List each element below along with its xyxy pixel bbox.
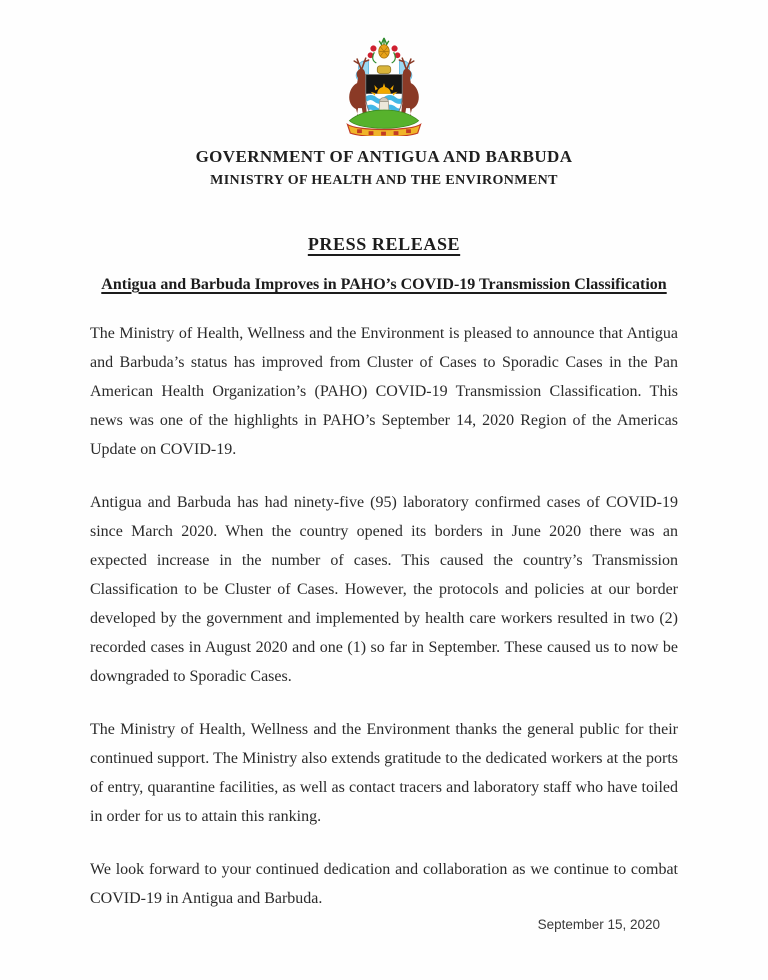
headline: [90, 276, 678, 294]
ministry-name: MINISTRY OF HEALTH AND THE ENVIRONMENT: [210, 173, 558, 188]
paragraph-4: We look forward to your continued dedication and collaboration as we continue to combat COVID-19 in Antigua and Barbuda.: [90, 861, 678, 907]
helm-shape: [377, 66, 390, 74]
emblem-wrap: [90, 0, 678, 141]
body-copy: [90, 319, 678, 913]
paragraph-3: The Ministry of Health, Wellness and the Environment thanks the general public for their continued support. The Ministry also extends gratitude to the dedicated workers at the ports of entry, quarantine facilities, as well as contact tracers and laboratory staff who have toiled in order for us to attain this ranking.: [90, 721, 678, 825]
government-name: GOVERNMENT OF ANTIGUA AND BARBUDA: [195, 147, 573, 166]
antigua-barbuda-coat-of-arms-icon: [326, 36, 442, 136]
pineapple-crest-shape: [368, 38, 401, 63]
paragraph-2: Antigua and Barbuda has had ninety-five (95) laboratory confirmed cases of COVID-19 since March 2020. When the country opened its borders in June 2020 there was an expected increase in the number of cases. This caused the country’s Transmission Classification to be Cluster of Cases. However, the protocols and policies at our border developed by the government and implemented by health care workers resulted in two (2) recorded cases in August 2020 and one (1) so far in September. These caused us to now be downgraded to Sporadic Cases.: [90, 494, 678, 685]
paragraph-1: The Ministry of Health, Wellness and the Environment is pleased to announce that Antigua and Barbuda’s status has improved from Cluster of Cases to Sporadic Cases in the Pan American Health Organization’s (PAHO) COVID-19 Transmission Classification. This news was one of the highlights in PAHO’s September 14, 2020 Region of the Americas Update on COVID-19.: [90, 325, 678, 458]
press-release-title-text: PRESS RELEASE: [307, 234, 461, 254]
headline-text: Antigua and Barbuda Improves in PAHO’s COVID-19 Transmission Classification: [101, 276, 667, 293]
date-line: September 15, 2020: [537, 917, 660, 932]
island-mound-shape: [349, 110, 418, 128]
press-release-title: [90, 234, 678, 255]
